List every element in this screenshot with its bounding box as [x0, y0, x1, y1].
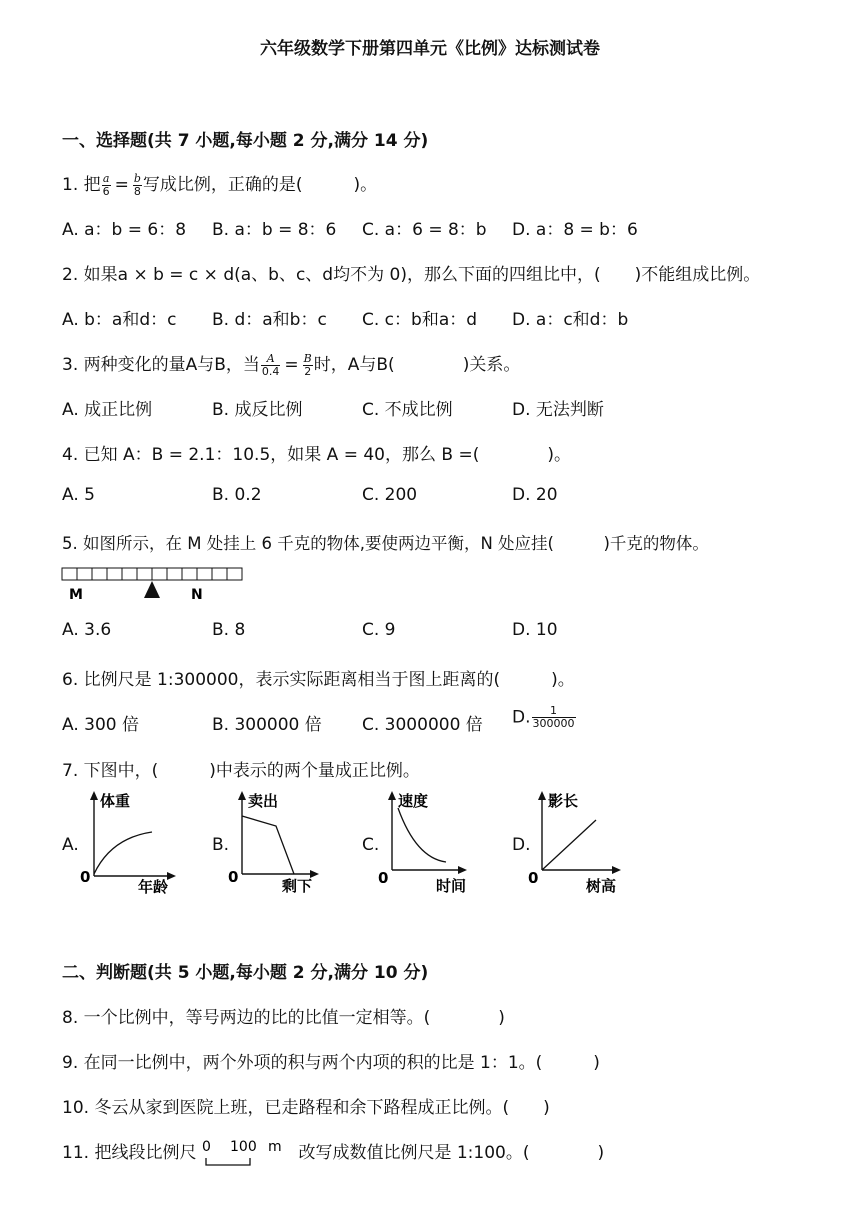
y-label: 影长: [548, 792, 579, 810]
y-label: 速度: [398, 792, 429, 810]
x-axis-arrow: [167, 872, 176, 880]
q6-option-c: C. 3000000 倍: [362, 715, 483, 735]
y-axis-arrow: [90, 791, 98, 800]
scale-value: 100: [230, 1139, 258, 1155]
question-5: 5. 如图所示，在 M 处挂上 6 千克的物体,要使两边平衡，N 处应挂( )千克的物体。: [62, 534, 709, 553]
graph-curve: [94, 832, 152, 874]
label-m: M: [69, 587, 83, 603]
x-axis-arrow: [458, 866, 467, 874]
graph-line: [242, 816, 294, 874]
question-9: 9. 在同一比例中，两个外项的积与两个内项的积的比是 1：1。( ): [62, 1053, 600, 1073]
q3-fraction-a: $\frac{A}{0.4}$: [261, 351, 280, 378]
q5-option-a: A. 3.6: [62, 620, 112, 640]
q11-suffix: 改写成数值比例尺是 1:100。( ): [298, 1143, 605, 1163]
lever-ticks: [77, 568, 227, 580]
q3-option-c: C. 不成比例: [362, 400, 453, 420]
x-axis-arrow: [612, 866, 621, 874]
q3-equals: =: [284, 355, 299, 375]
line-scale-figure: [200, 1138, 294, 1168]
origin-label: 0: [228, 868, 239, 886]
q2-option-b: B. d：a和b：c: [212, 310, 327, 330]
graph-line: [542, 820, 596, 870]
section-heading-choice: 一、选择题(共 7 小题,每小题 2 分,满分 14 分): [62, 131, 429, 151]
question-4: 4. 已知 A：B = 2.1：10.5，如果 A = 40，那么 B =( )。: [62, 445, 571, 465]
question-2: 2. 如果a × b = c × d(a、b、c、d均不为 0)，那么下面的四组比中，( )不能组成比例。: [62, 265, 761, 285]
x-label: 剩下: [282, 877, 313, 895]
question-10: 10. 冬云从家到医院上班，已走路程和余下路程成正比例。( ): [62, 1098, 550, 1118]
q6-option-b: B. 300000 倍: [212, 715, 322, 735]
q5-option-d: D. 10: [512, 620, 558, 640]
q1-fraction-a: $\frac{a}{6}$: [102, 171, 110, 198]
q5-option-c: C. 9: [362, 620, 396, 640]
q1-fraction-b: $\frac{b}{8}$: [133, 171, 141, 198]
q2-option-a: A. b：a和d：c: [62, 310, 177, 330]
y-label: 卖出: [248, 792, 279, 810]
scale-zero: 0: [202, 1139, 212, 1155]
q5-option-b: B. 8: [212, 620, 246, 640]
q3-fraction-b: $\frac{B}{2}$: [303, 351, 312, 378]
q7-graph-c: [376, 788, 486, 898]
q1-option-d: D. a：8 = b：6: [512, 220, 638, 240]
q4-option-d: D. 20: [512, 485, 558, 505]
q3-suffix: 时，A与B( )关系。: [313, 355, 521, 375]
x-label: 树高: [586, 877, 617, 895]
q7-graph-d-letter: D.: [512, 835, 531, 855]
q6-option-d: [512, 705, 577, 730]
origin-label: 0: [378, 869, 389, 887]
q6-option-d-fraction: $\frac{1}{300000}$: [532, 704, 575, 730]
y-axis-arrow: [238, 791, 246, 800]
q7-graph-c-letter: C.: [362, 835, 380, 855]
section-heading-judgement: 二、判断题(共 5 小题,每小题 2 分,满分 10 分): [62, 963, 429, 983]
q3-option-d: D. 无法判断: [512, 400, 604, 420]
y-axis-arrow: [538, 791, 546, 800]
y-axis-arrow: [388, 791, 396, 800]
y-label: 体重: [100, 792, 131, 810]
scale-bar: [206, 1158, 250, 1165]
fulcrum-triangle: [144, 581, 160, 598]
q7-graph-b-letter: B.: [212, 835, 230, 855]
q1-prefix: 1. 把: [62, 175, 101, 195]
q1-equals: =: [114, 175, 129, 195]
page-title: 六年级数学下册第四单元《比例》达标测试卷: [260, 39, 600, 59]
q11-prefix: 11. 把线段比例尺: [62, 1143, 197, 1163]
question-8: 8. 一个比例中，等号两边的比的比值一定相等。( ): [62, 1008, 505, 1028]
q3-option-a: A. 成正比例: [62, 400, 153, 420]
q2-option-c: C. c：b和a：d: [362, 310, 478, 330]
q3-prefix: 3. 两种变化的量A与B，当: [62, 355, 260, 375]
question-6: 6. 比例尺是 1:300000，表示实际距离相当于图上距离的( )。: [62, 670, 575, 690]
question-3: [62, 350, 520, 378]
q1-option-a: A. a：b = 6：8: [62, 220, 187, 240]
q3-option-b: B. 成反比例: [212, 400, 303, 420]
q7-graph-b: [226, 788, 336, 898]
label-n: N: [191, 587, 203, 603]
q7-graph-a: [76, 788, 186, 898]
q6-option-d-letter: D.: [512, 707, 531, 728]
x-label: 年龄: [138, 878, 169, 896]
x-label: 时间: [436, 877, 467, 895]
graph-curve: [398, 808, 446, 862]
q2-option-d: D. a：c和d：b: [512, 310, 629, 330]
question-11: [62, 1138, 604, 1168]
q1-option-b: B. a：b = 8：6: [212, 220, 337, 240]
origin-label: 0: [80, 868, 91, 886]
q7-graph-d: [526, 788, 636, 898]
q4-option-a: A. 5: [62, 485, 95, 505]
q6-option-a: A. 300 倍: [62, 715, 139, 735]
q7-graph-a-letter: A.: [62, 835, 79, 855]
question-1: [62, 170, 377, 198]
q1-suffix: 写成比例，正确的是( )。: [142, 175, 378, 195]
origin-label: 0: [528, 869, 539, 887]
lever-figure: [60, 566, 250, 606]
scale-unit: m: [268, 1139, 283, 1155]
q1-option-c: C. a：6 = 8：b: [362, 220, 487, 240]
question-7: 7. 下图中，( )中表示的两个量成正比例。: [62, 761, 420, 781]
q4-option-c: C. 200: [362, 485, 418, 505]
q4-option-b: B. 0.2: [212, 485, 262, 505]
